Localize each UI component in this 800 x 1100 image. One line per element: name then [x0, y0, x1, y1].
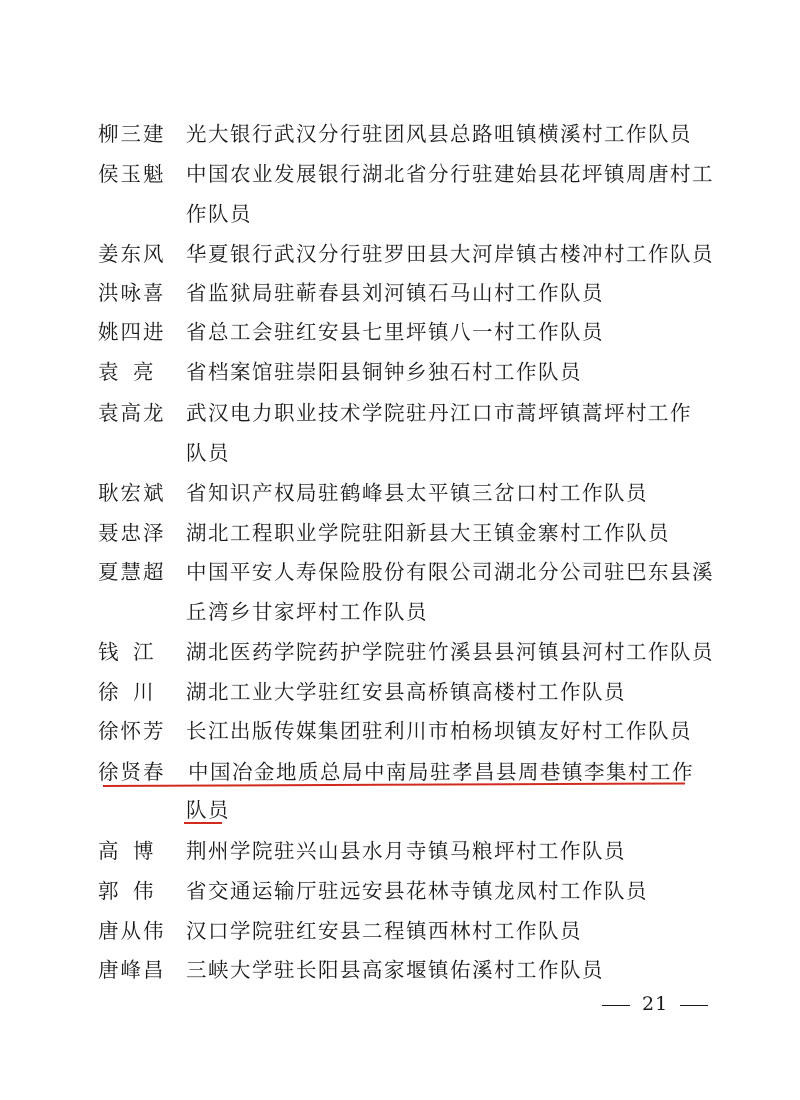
unit-description: 三峡大学驻长阳县高家堰镇佑溪村工作队员: [186, 958, 604, 982]
dash-left-icon: [602, 1005, 630, 1006]
unit-description-continued: 丘湾乡甘家坪村工作队员: [186, 600, 428, 624]
person-name: 姚四进: [98, 320, 166, 344]
person-name: 姜东风: [98, 242, 166, 266]
person-name: 唐峰昌: [98, 958, 166, 982]
unit-description: 中国平安人寿保险股份有限公司湖北分公司驻巴东县溪: [186, 560, 714, 584]
person-name: [98, 874, 168, 904]
person-name: 洪咏喜: [98, 281, 166, 305]
unit-description: 中国冶金地质总局中南局驻孝昌县周巷镇李集村工作: [188, 760, 694, 784]
unit-description: 湖北工程职业学院驻阳新县大王镇金寨村工作队员: [186, 521, 670, 545]
person-name: 侯玉魁: [98, 162, 166, 186]
unit-description: 中国农业发展银行湖北省分行驻建始县花坪镇周唐村工: [186, 162, 714, 186]
unit-description-continued: 队员: [186, 441, 230, 465]
person-name: 徐贤春: [98, 760, 166, 784]
person-name-char: 郭: [98, 879, 119, 903]
person-name: 唐从伟: [98, 919, 166, 943]
person-name: 聂忠泽: [98, 521, 166, 545]
person-name-char: 亮: [133, 360, 154, 384]
person-name: [98, 355, 168, 385]
page-number-value: 21: [642, 993, 669, 1015]
page-number: [590, 993, 720, 1015]
person-name: 耿宏斌: [98, 481, 166, 505]
person-name: [98, 834, 168, 864]
person-name-char: 川: [133, 680, 154, 704]
person-name-char: 高: [98, 839, 119, 863]
unit-description: 省交通运输厅驻远安县花林寺镇龙凤村工作队员: [186, 879, 648, 903]
unit-description: 荆州学院驻兴山县水月寺镇马粮坪村工作队员: [186, 839, 626, 863]
dash-right-icon: [680, 1005, 708, 1006]
unit-description: 汉口学院驻红安县二程镇西林村工作队员: [186, 919, 582, 943]
unit-description: 长江出版传媒集团驻利川市柏杨坝镇友好村工作队员: [186, 719, 692, 743]
person-name-char: 徐: [98, 680, 119, 704]
unit-description: 省监狱局驻蕲春县刘河镇石马山村工作队员: [186, 281, 604, 305]
red-pen-underline-short: [184, 822, 222, 824]
unit-description-continued: 作队员: [186, 202, 252, 226]
unit-description: 武汉电力职业技术学院驻丹江口市蒿坪镇蒿坪村工作: [186, 401, 692, 425]
person-name: 柳三建: [98, 122, 166, 146]
person-name: 夏慧超: [98, 560, 166, 584]
person-name-char: 袁: [98, 360, 119, 384]
unit-description: 省知识产权局驻鹤峰县太平镇三岔口村工作队员: [186, 481, 648, 505]
unit-description: 省档案馆驻崇阳县铜钟乡独石村工作队员: [186, 360, 582, 384]
unit-description: 湖北工业大学驻红安县高桥镇高楼村工作队员: [186, 680, 626, 704]
unit-description: 湖北医药学院药护学院驻竹溪县县河镇县河村工作队员: [186, 640, 714, 664]
person-name-char: 江: [133, 640, 154, 664]
unit-description-continued: 队员: [186, 798, 230, 822]
person-name: [98, 675, 168, 705]
person-name: 袁高龙: [98, 401, 166, 425]
unit-description: 光大银行武汉分行驻团风县总路咀镇横溪村工作队员: [186, 122, 692, 146]
person-name-char: 博: [133, 839, 154, 863]
person-name: 徐怀芳: [98, 719, 166, 743]
unit-description: 华夏银行武汉分行驻罗田县大河岸镇古楼冲村工作队员: [186, 242, 714, 266]
person-name-char: 伟: [133, 879, 154, 903]
person-name: [98, 635, 168, 665]
unit-description: 省总工会驻红安县七里坪镇八一村工作队员: [186, 320, 604, 344]
person-name-char: 钱: [98, 640, 119, 664]
